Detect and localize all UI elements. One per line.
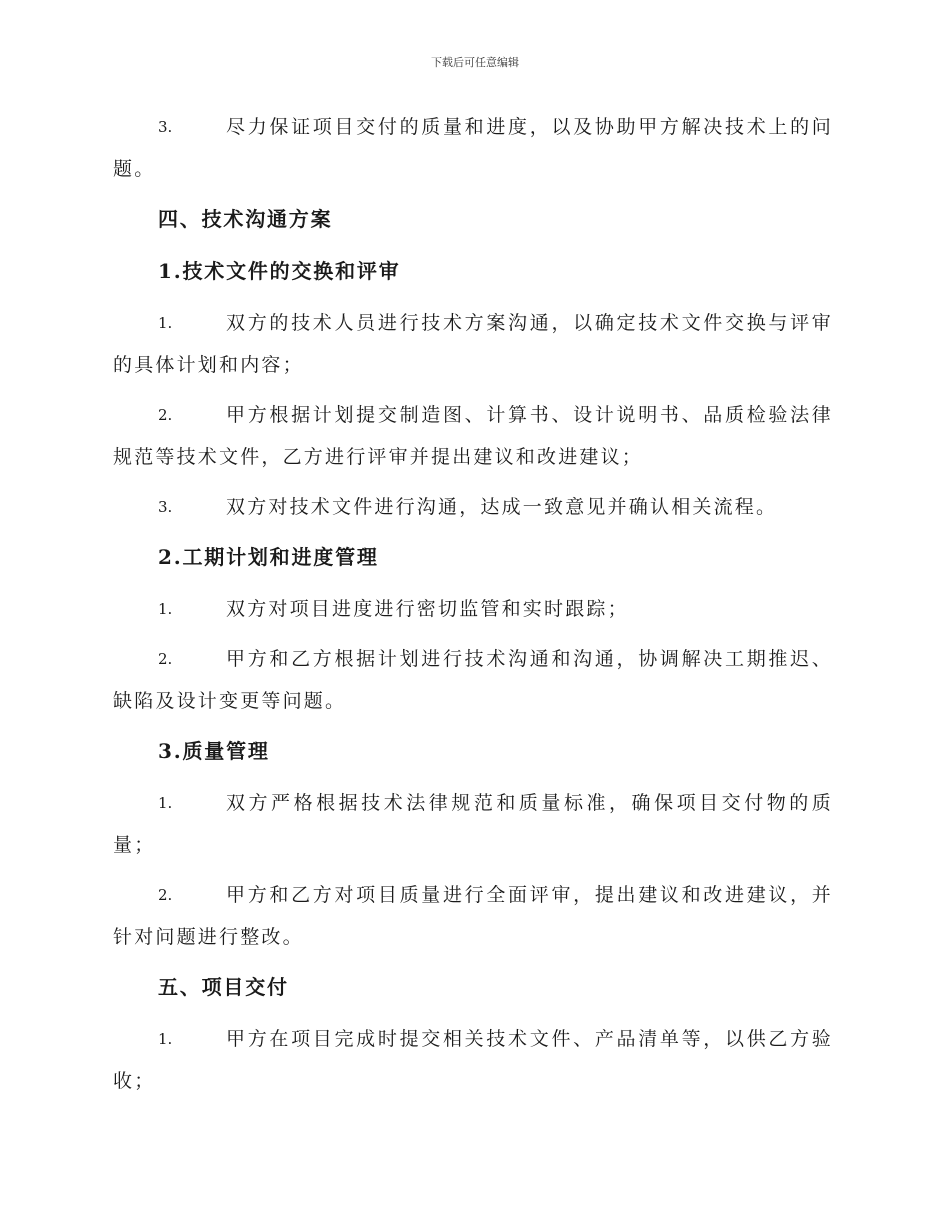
list-item-text: 甲方和乙方对项目质量进行全面评审，提出建议和改进建议，并针对问题进行整改。 — [113, 884, 833, 948]
list-item-text: 双方对项目进度进行密切监管和实时跟踪； — [226, 598, 629, 620]
list-item-text: 甲方在项目完成时提交相关技术文件、产品清单等，以供乙方验收； — [113, 1028, 833, 1092]
list-item — [113, 874, 833, 958]
document-body — [113, 106, 833, 1110]
list-item-text: 尽力保证项目交付的质量和进度，以及协助甲方解决技术上的问题。 — [113, 116, 833, 180]
section-heading: 四、技术沟通方案 — [158, 207, 333, 231]
list-item-number: 1. — [158, 1030, 173, 1048]
list-item — [113, 782, 833, 866]
list-item-number: 1. — [158, 600, 173, 618]
list-item-text: 甲方和乙方根据计划进行技术沟通和沟通，协调解决工期推迟、缺陷及设计变更等问题。 — [113, 648, 833, 712]
subsection-heading: 3.质量管理 — [158, 739, 270, 763]
subsection-heading: 2.工期计划和进度管理 — [158, 545, 379, 569]
list-item — [113, 302, 833, 386]
list-item-text: 双方严格根据技术法律规范和质量标准，确保项目交付物的质量； — [113, 792, 833, 856]
list-item-text: 双方对技术文件进行沟通，达成一致意见并确认相关流程。 — [226, 496, 778, 518]
list-item — [113, 486, 833, 528]
list-item-text: 甲方根据计划提交制造图、计算书、设计说明书、品质检验法律规范等技术文件，乙方进行评审并提出建议和改进建议； — [113, 404, 833, 468]
page-header-watermark: 下载后可任意编辑 — [431, 56, 519, 69]
list-item — [113, 638, 833, 722]
list-item — [113, 106, 833, 190]
list-item-number: 3. — [158, 498, 173, 516]
list-item-number: 3. — [158, 118, 173, 136]
subsection-heading: 1.技术文件的交换和评审 — [158, 259, 401, 283]
list-item — [113, 1018, 833, 1102]
list-item — [113, 588, 833, 630]
list-item-number: 2. — [158, 650, 173, 668]
section-heading: 五、项目交付 — [158, 975, 289, 999]
list-item-number: 1. — [158, 314, 173, 332]
list-item-number: 2. — [158, 406, 173, 424]
list-item-number: 1. — [158, 794, 173, 812]
list-item — [113, 394, 833, 478]
list-item-number: 2. — [158, 886, 173, 904]
list-item-text: 双方的技术人员进行技术方案沟通，以确定技术文件交换与评审的具体计划和内容； — [113, 312, 833, 376]
